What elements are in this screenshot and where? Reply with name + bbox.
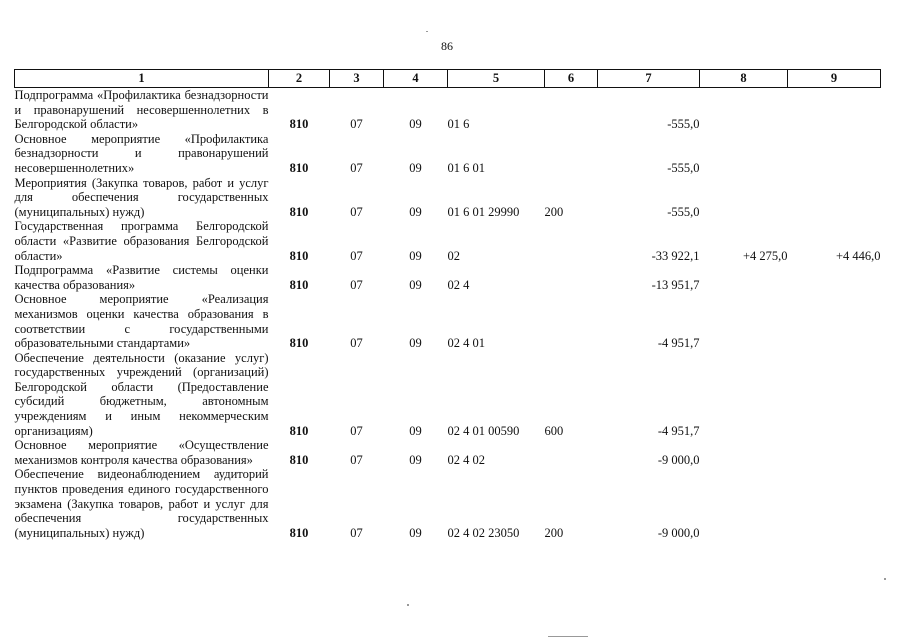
expense-type-cell xyxy=(545,292,598,350)
amount-cell-8 xyxy=(700,438,788,467)
expense-type-cell xyxy=(545,132,598,176)
admin-code-cell: 810 xyxy=(289,336,309,351)
admin-code-cell: 810 xyxy=(289,423,309,438)
target-article-cell: 02 xyxy=(447,248,460,263)
amount-cell-7: -4 951,7 xyxy=(657,423,700,438)
amount-cell-9 xyxy=(788,351,881,439)
expense-type-cell: 600 xyxy=(544,423,564,438)
expense-type-cell: 200 xyxy=(544,525,564,540)
header-cell: 3 xyxy=(330,70,384,88)
expense-type-cell: 200 xyxy=(544,204,564,219)
subsection-cell: 09 xyxy=(409,204,422,219)
subsection-cell: 09 xyxy=(409,423,422,438)
section-cell: 07 xyxy=(350,423,363,438)
header-cell: 4 xyxy=(384,70,448,88)
section-cell: 07 xyxy=(350,452,363,467)
target-article-cell: 02 4 02 23050 xyxy=(447,525,520,540)
section-cell: 07 xyxy=(350,204,363,219)
amount-cell-8 xyxy=(700,88,788,132)
header-cell: 1 xyxy=(15,70,269,88)
row-name-cell: Основное мероприятие «Реализация механизмов оценки качества образования в соответствии с государственными образовательными стандартами» xyxy=(14,292,269,351)
amount-cell-7: -33 922,1 xyxy=(651,248,700,263)
amount-cell-7: -13 951,7 xyxy=(651,277,700,292)
amount-cell-7: -4 951,7 xyxy=(657,336,700,351)
amount-cell-9 xyxy=(788,176,881,220)
row-name-cell: Государственная программа Белгородской области «Развитие образования Белгородской области» xyxy=(14,219,269,263)
subsection-cell: 09 xyxy=(409,336,422,351)
row-name-cell: Основное мероприятие «Профилактика безнадзорности и правонарушений несовершеннолетних» xyxy=(14,131,269,175)
expense-type-cell xyxy=(545,88,598,132)
subsection-cell: 09 xyxy=(409,452,422,467)
amount-cell-9 xyxy=(788,88,881,132)
amount-cell-9 xyxy=(788,438,881,467)
target-article-cell: 02 4 xyxy=(447,277,470,292)
expense-type-cell xyxy=(545,219,598,263)
section-cell: 07 xyxy=(350,248,363,263)
scan-speck xyxy=(407,604,409,606)
table-row xyxy=(15,132,881,176)
amount-cell-8 xyxy=(700,292,788,350)
amount-cell-7: -555,0 xyxy=(667,117,700,132)
subsection-cell: 09 xyxy=(409,160,422,175)
row-name-cell: Обеспечение деятельности (оказание услуг) государственных учреждений (организаций) Белгородской области (Предоставление субсидий бюджетным, автономным учреждениям и иным некоммерческим организациям) xyxy=(14,350,269,438)
page-number: 86 xyxy=(441,39,453,53)
scan-speck xyxy=(884,578,886,580)
row-name-cell: Подпрограмма «Профилактика безнадзорности и правонарушений несовершеннолетних в Белгородской области» xyxy=(14,88,269,132)
amount-cell-9 xyxy=(788,292,881,350)
section-cell: 07 xyxy=(350,117,363,132)
budget-table xyxy=(14,69,881,540)
subsection-cell: 09 xyxy=(409,525,422,540)
expense-type-cell xyxy=(545,438,598,467)
target-article-cell: 02 4 01 xyxy=(447,336,485,351)
amount-cell-8 xyxy=(700,132,788,176)
table-row xyxy=(15,351,881,439)
amount-cell-7: -555,0 xyxy=(667,204,700,219)
admin-code-cell: 810 xyxy=(289,248,309,263)
admin-code-cell: 810 xyxy=(289,204,309,219)
admin-code-cell: 810 xyxy=(289,160,309,175)
table-row xyxy=(15,263,881,292)
header-cell: 7 xyxy=(598,70,700,88)
table-row xyxy=(15,176,881,220)
header-cell: 8 xyxy=(700,70,788,88)
admin-code-cell: 810 xyxy=(289,117,309,132)
section-cell: 07 xyxy=(350,277,363,292)
target-article-cell: 02 4 02 xyxy=(447,452,485,467)
header-cell: 9 xyxy=(788,70,881,88)
admin-code-cell: 810 xyxy=(289,452,309,467)
table-row xyxy=(15,467,881,540)
amount-cell-8 xyxy=(700,351,788,439)
table-row xyxy=(15,292,881,350)
header-cell: 2 xyxy=(269,70,330,88)
section-cell: 07 xyxy=(350,525,363,540)
row-name-cell: Основное мероприятие «Осуществление механизмов контроля качества образования» xyxy=(14,438,269,467)
section-cell: 07 xyxy=(350,160,363,175)
target-article-cell: 01 6 01 29990 xyxy=(447,204,520,219)
amount-cell-8 xyxy=(700,467,788,540)
amount-cell-8: +4 275,0 xyxy=(742,248,788,263)
section-cell: 07 xyxy=(350,336,363,351)
amount-cell-9: +4 446,0 xyxy=(835,248,881,263)
table-row xyxy=(15,438,881,467)
subsection-cell: 09 xyxy=(409,277,422,292)
admin-code-cell: 810 xyxy=(289,277,309,292)
scan-speck xyxy=(548,636,588,637)
admin-code-cell: 810 xyxy=(289,525,309,540)
header-row xyxy=(15,70,881,88)
subsection-cell: 09 xyxy=(409,248,422,263)
amount-cell-9 xyxy=(788,263,881,292)
subsection-cell: 09 xyxy=(409,117,422,132)
amount-cell-7: -9 000,0 xyxy=(657,452,700,467)
amount-cell-8 xyxy=(700,176,788,220)
target-article-cell: 02 4 01 00590 xyxy=(447,423,520,438)
target-article-cell: 01 6 xyxy=(447,117,470,132)
header-cell: 5 xyxy=(448,70,545,88)
amount-cell-7: -555,0 xyxy=(667,160,700,175)
table-row xyxy=(15,219,881,263)
row-name-cell: Обеспечение видеонаблюдением аудиторий пунктов проведения единого государственного экзамена (Закупка товаров, работ и услуг для обеспечения государственных (муниципальных) нужд) xyxy=(14,467,269,540)
expense-type-cell xyxy=(545,263,598,292)
amount-cell-8 xyxy=(700,263,788,292)
amount-cell-9 xyxy=(788,132,881,176)
target-article-cell: 01 6 01 xyxy=(447,160,485,175)
amount-cell-9 xyxy=(788,467,881,540)
scan-speck xyxy=(426,31,428,32)
table-row xyxy=(15,88,881,132)
row-name-cell: Подпрограмма «Развитие системы оценки качества образования» xyxy=(14,263,269,292)
amount-cell-7: -9 000,0 xyxy=(657,525,700,540)
header-cell: 6 xyxy=(545,70,598,88)
row-name-cell: Мероприятия (Закупка товаров, работ и услуг для обеспечения государственных (муниципальных) нужд) xyxy=(14,175,269,219)
